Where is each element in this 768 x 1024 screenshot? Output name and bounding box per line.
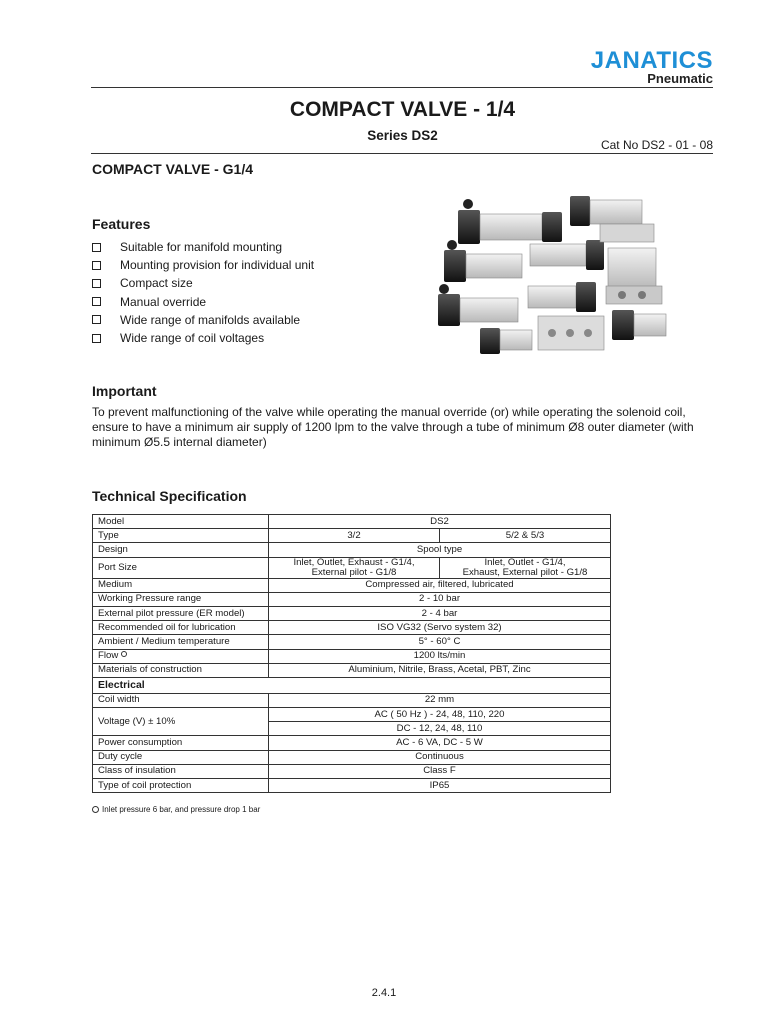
list-item <box>92 238 314 256</box>
row-label <box>93 649 269 663</box>
checkbox-bullet-icon <box>92 297 101 306</box>
row-label: Design <box>93 543 269 557</box>
row-value: DC - 12, 24, 48, 110 <box>269 722 611 736</box>
table-row <box>93 621 611 635</box>
row-label: Voltage (V) ± 10% <box>93 708 269 736</box>
table-row <box>93 592 611 606</box>
valve-image <box>438 284 518 326</box>
feature-text: Suitable for manifold mounting <box>120 240 283 255</box>
row-value: DS2 <box>269 515 611 529</box>
row-label: Recommended oil for lubrication <box>93 621 269 635</box>
technical-specification-table <box>92 514 611 793</box>
electrical-section-heading: Electrical <box>93 677 611 693</box>
list-item <box>92 256 314 274</box>
row-label: Port Size <box>93 557 269 578</box>
table-row <box>93 635 611 649</box>
footnote-mark-icon <box>92 806 99 813</box>
row-value: Continuous <box>269 750 611 764</box>
row-label: Working Pressure range <box>93 592 269 606</box>
row-value: AC - 6 VA, DC - 5 W <box>269 736 611 750</box>
document-subtitle: Series DS2 <box>367 128 438 143</box>
list-item <box>92 329 314 347</box>
checkbox-bullet-icon <box>92 243 101 252</box>
features-heading: Features <box>92 216 151 232</box>
table-row <box>93 578 611 592</box>
row-value <box>440 557 611 578</box>
table-row <box>93 708 611 722</box>
table-row <box>93 557 611 578</box>
row-label: Power consumption <box>93 736 269 750</box>
port-size-line: Exhaust, External pilot - G1/8 <box>462 566 588 578</box>
row-label: Duty cycle <box>93 750 269 764</box>
checkbox-bullet-icon <box>92 261 101 270</box>
row-value: ISO VG32 (Servo system 32) <box>269 621 611 635</box>
subtitle-divider <box>91 153 713 154</box>
row-value: IP65 <box>269 779 611 793</box>
features-list <box>92 238 314 347</box>
row-value: AC ( 50 Hz ) - 24, 48, 110, 220 <box>269 708 611 722</box>
row-value <box>269 557 440 578</box>
row-value: 2 - 10 bar <box>269 592 611 606</box>
feature-text: Wide range of manifolds available <box>120 312 301 327</box>
row-label: Ambient / Medium temperature <box>93 635 269 649</box>
row-label: Materials of construction <box>93 663 269 677</box>
row-value: Aluminium, Nitrile, Brass, Acetal, PBT, Zinc <box>269 663 611 677</box>
table-row <box>93 779 611 793</box>
catalog-number: Cat No DS2 - 01 - 08 <box>600 138 713 152</box>
valve-image <box>444 240 522 282</box>
main-heading: COMPACT VALVE - G1/4 <box>92 161 254 177</box>
checkbox-bullet-icon <box>92 279 101 288</box>
footnote <box>92 805 260 814</box>
feature-text: Manual override <box>120 294 207 309</box>
table-row <box>93 677 611 693</box>
table-row <box>93 543 611 557</box>
footnote-mark-icon <box>121 651 127 657</box>
table-row <box>93 515 611 529</box>
table-row <box>93 736 611 750</box>
manifold-image <box>606 248 666 340</box>
checkbox-bullet-icon <box>92 315 101 324</box>
row-label: Medium <box>93 578 269 592</box>
technical-specification-heading: Technical Specification <box>92 488 247 504</box>
brand-subtitle: Pneumatic <box>647 71 713 86</box>
valve-image <box>458 199 562 244</box>
table-row <box>93 764 611 778</box>
row-label: External pilot pressure (ER model) <box>93 606 269 620</box>
row-value: 5/2 & 5/3 <box>440 529 611 543</box>
footnote-text: Inlet pressure 6 bar, and pressure drop 1 bar <box>102 805 261 814</box>
feature-text: Mounting provision for individual unit <box>120 258 315 273</box>
port-size-line: Inlet, Outlet - G1/4, <box>484 556 566 568</box>
table-row <box>93 649 611 663</box>
row-value: 22 mm <box>269 693 611 707</box>
valve-image <box>528 240 604 312</box>
row-value: 5° - 60° C <box>269 635 611 649</box>
row-value: Class F <box>269 764 611 778</box>
list-item <box>92 293 314 311</box>
list-item <box>92 311 314 329</box>
port-size-line: External pilot - G1/8 <box>311 566 397 578</box>
important-text: To prevent malfunctioning of the valve while operating the manual override (or) while operating the solenoid coil, ensure to have a minimum air supply of 1200 lpm to the valve through a tube of minimum Ø8 outer diameter (with minimum Ø5.5 internal diameter) <box>92 405 694 449</box>
brand-logo <box>590 47 713 86</box>
list-item <box>92 274 314 292</box>
flow-label: Flow <box>98 650 119 662</box>
row-value: Compressed air, filtered, lubricated <box>269 578 611 592</box>
table-row <box>93 663 611 677</box>
row-label: Model <box>93 515 269 529</box>
document-title: COMPACT VALVE - 1/4 <box>289 98 516 121</box>
row-value: 2 - 4 bar <box>269 606 611 620</box>
row-label: Type <box>93 529 269 543</box>
table-row <box>93 529 611 543</box>
product-photo <box>430 188 670 360</box>
brand-name: JANATICS <box>590 47 713 74</box>
port-size-line: Inlet, Outlet, Exhaust - G1/4, <box>293 556 415 568</box>
feature-text: Wide range of coil voltages <box>120 331 265 346</box>
table-row <box>93 606 611 620</box>
valve-image <box>570 196 654 242</box>
table-row <box>93 750 611 764</box>
page-number: 2.4.1 <box>371 987 397 999</box>
feature-text: Compact size <box>120 276 193 291</box>
row-value: 1200 lts/min <box>269 649 611 663</box>
header-divider <box>91 87 713 88</box>
row-value: Spool type <box>269 543 611 557</box>
table-row <box>93 693 611 707</box>
important-heading: Important <box>92 383 157 399</box>
row-label: Type of coil protection <box>93 779 269 793</box>
checkbox-bullet-icon <box>92 334 101 343</box>
row-label: Coil width <box>93 693 269 707</box>
row-value: 3/2 <box>269 529 440 543</box>
row-label: Class of insulation <box>93 764 269 778</box>
